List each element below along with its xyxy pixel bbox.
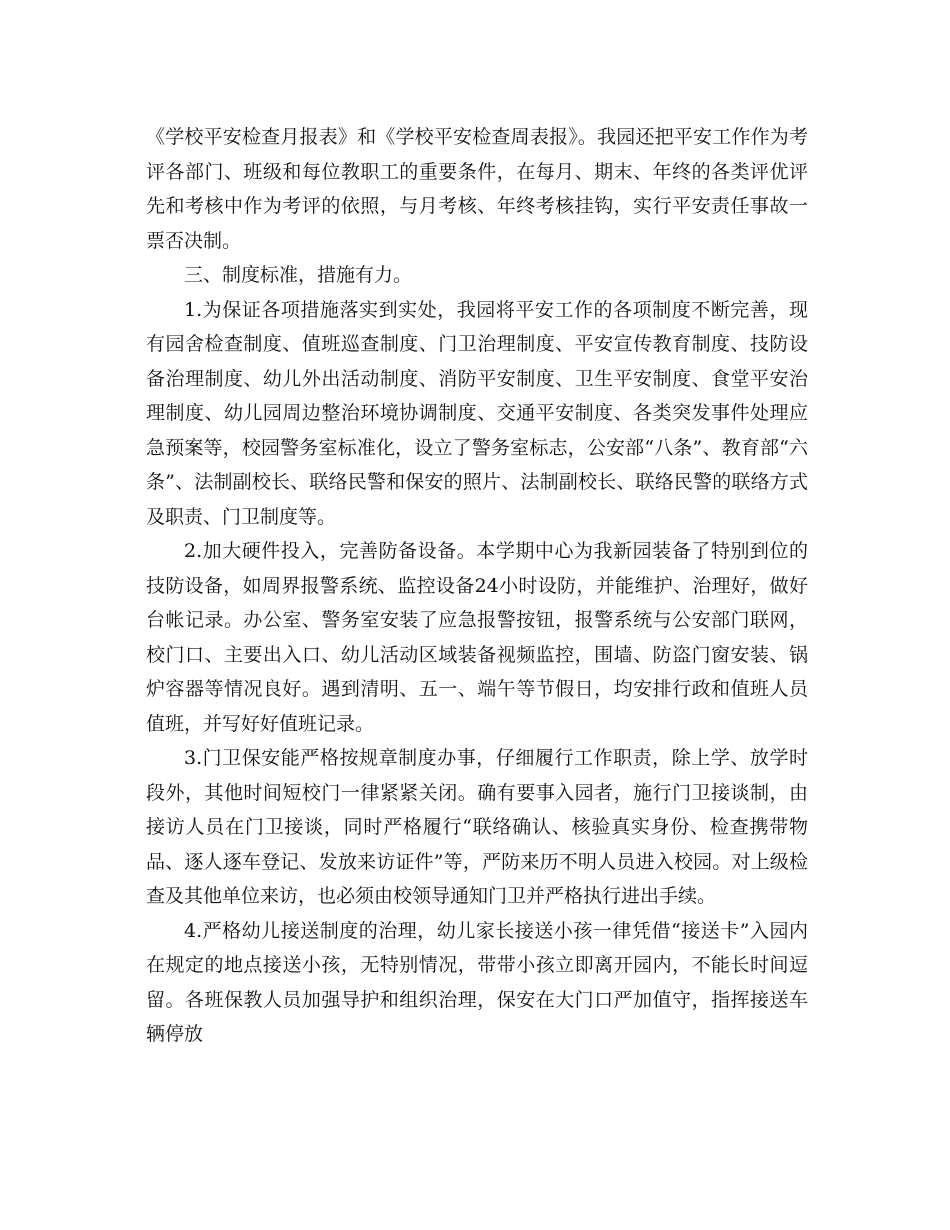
paragraph-item-1: 1.为保证各项措施落实到实处，我园将平安工作的各项制度不断完善，现有园舍检查制度、值班巡查制度、门卫治理制度、平安宣传教育制度、技防设备治理制度、幼儿外出活动制度、消防平安制度、卫生平安制度、食堂平安治理制度、幼儿园周边整治环境协调制度、交通平安制度、各类突发事件处理应急预案等，校园警务室标准化，设立了警务室标志，公安部“八条”、教育部“六条”、法制副校长、联络民警和保安的照片、法制副校长、联络民警的联络方式及职责、门卫制度等。 (146, 298, 808, 528)
section-heading-3: 三、制度标准，措施有力。 (184, 264, 413, 286)
paragraph-continuation: 《学校平安检查月报表》和《学校平安检查周表报》。我园还把平安工作作为考评各部门、班级和每位教职工的重要条件，在每月、期末、年终的各类评优评先和考核中作为考评的依照，与月考核、年终考核挂钩，实行平安责任事故一票否决制。 (146, 126, 808, 252)
paragraph-item-2: 2.加大硬件投入，完善防备设备。本学期中心为我新园装备了特别到位的技防设备，如周界报警系统、监控设备24小时设防，并能维护、治理好，做好台帐记录。办公室、警务室安装了应急报警按钮，报警系统与公安部门联网，校门口、主要出入口、幼儿活动区域装备视频监控，围墙、防盗门窗安装、锅炉容器等情况良好。遇到清明、五一、端午等节假日，均安排行政和值班人员值班，并写好好值班记录。 (146, 540, 808, 735)
paragraph-item-3: 3.门卫保安能严格按规章制度办事，仔细履行工作职责，除上学、放学时段外，其他时间短校门一律紧紧关闭。确有要事入园者，施行门卫接谈制，由接访人员在门卫接谈，同时严格履行“联络确认、核验真实身份、检查携带物品、逐人逐车登记、发放来访证件”等，严防来历不明人员进入校园。对上级检查及其他单位来访，也必须由校领导通知门卫并严格执行进出手续。 (146, 747, 808, 907)
document-body (146, 120, 808, 1052)
paragraph-item-4: 4.严格幼儿接送制度的治理，幼儿家长接送小孩一律凭借“接送卡”入园内在规定的地点接送小孩，无特别情况，带带小孩立即离开园内，不能长时间逗留。各班保教人员加强导护和组织治理，保安在大门口严加值守，指挥接送车辆停放 (146, 919, 808, 1045)
